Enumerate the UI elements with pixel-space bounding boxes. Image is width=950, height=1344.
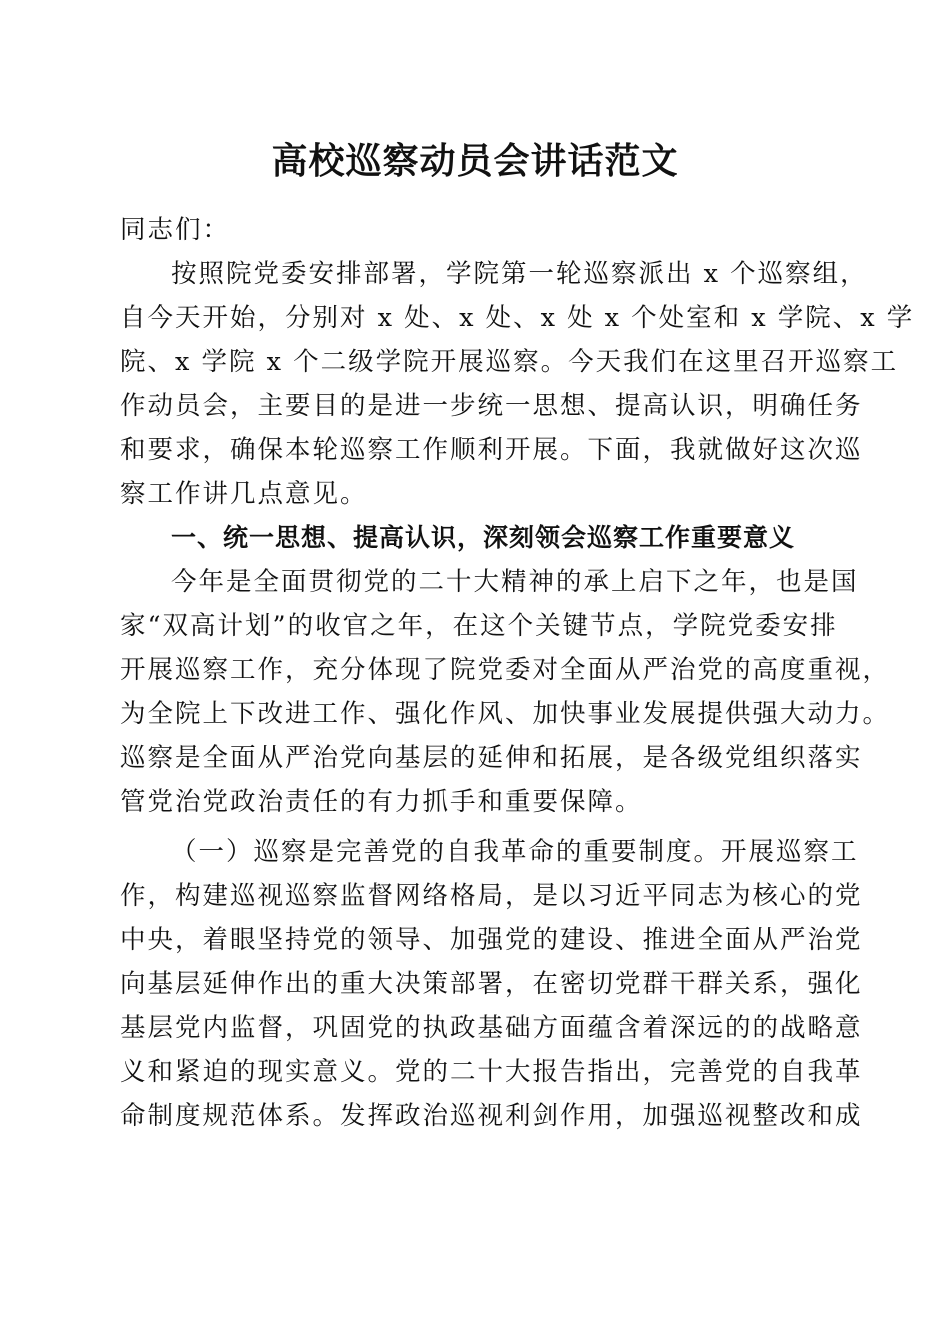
body-line: 察工作讲几点意见。 [120,479,368,509]
section-heading: 一、统一思想、提高认识，深刻领会巡察工作重要意义 [171,523,796,552]
document-body [120,208,915,1138]
body-line: 开展巡察工作，充分体现了院党委对全面从严治党的高度重视， [120,655,891,685]
body-line: 自今天开始，分别对 x 处、x 处、x 处 x 个处室和 x 学院、x 学 [120,303,915,333]
body-line: 命制度规范体系。发挥政治巡视利剑作用，加强巡视整改和成 [120,1101,863,1131]
body-line: 基层党内监督，巩固党的执政基础方面蕴含着深远的的战略意 [120,1013,863,1043]
body-line: 和要求，确保本轮巡察工作顺利开展。下面，我就做好这次巡 [120,435,863,465]
body-line: 作，构建巡视巡察监督网络格局，是以习近平同志为核心的党 [120,881,863,911]
body-line: 院、x 学院 x 个二级学院开展巡察。今天我们在这里召开巡察工 [120,347,899,377]
subsection-line: （一）巡察是完善党的自我革命的重要制度。开展巡察工 [171,837,859,867]
body-line: 为全院上下改进工作、强化作风、加快事业发展提供强大动力。 [120,699,891,729]
body-line: 巡察是全面从严治党向基层的延伸和拓展，是各级党组织落实 [120,743,863,773]
body-line: 家“双高计划”的收官之年，在这个关键节点，学院党委安排 [120,611,838,641]
body-line: 义和紧迫的现实意义。党的二十大报告指出，完善党的自我革 [120,1057,863,1087]
body-line: 中央，着眼坚持党的领导、加强党的建设、推进全面从严治党 [120,925,863,955]
body-line: 按照院党委安排部署，学院第一轮巡察派出 x 个巡察组， [171,259,868,289]
body-line: 今年是全面贯彻党的二十大精神的承上启下之年，也是国 [171,567,859,597]
body-line: 管党治党政治责任的有力抓手和重要保障。 [120,787,643,817]
salutation-line: 同志们： [120,215,231,245]
document-title: 高校巡察动员会讲话范文 [271,140,679,182]
body-line: 作动员会，主要目的是进一步统一思想、提高认识，明确任务 [120,391,863,421]
body-line: 向基层延伸作出的重大决策部署，在密切党群干群关系，强化 [120,969,863,999]
